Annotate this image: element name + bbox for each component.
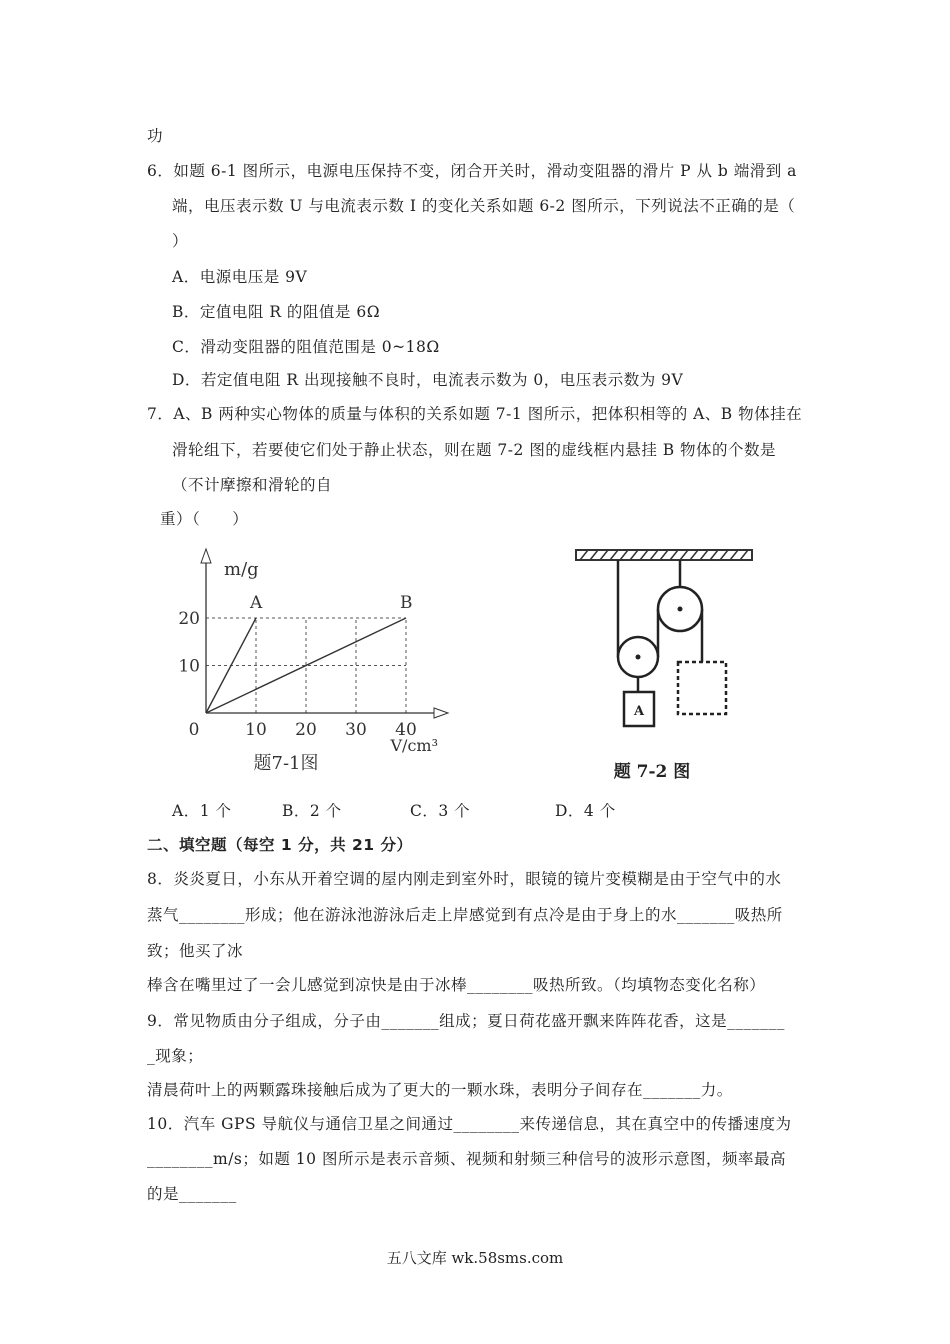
series-label-b: B [400,593,413,613]
y-axis-label: m/g [224,559,259,580]
question-10-line-3: 的是_______ [147,1185,237,1203]
question-9-line-3: 清晨荷叶上的两颗露珠接触后成为了更大的一颗水珠，表明分子间存在_______力。 [147,1081,733,1099]
question-6-option-a: A．电源电压是 9V [172,268,308,286]
y-tick-label: 10 [178,656,200,677]
question-7-option-c: C．3 个 [410,802,471,820]
series-label-a: A [250,593,263,613]
x-tick-label: 40 [395,720,417,740]
y-tick-label: 20 [178,609,200,629]
x-tick-label: 20 [295,720,317,740]
section-2-heading: 二、填空题（每空 1 分，共 21 分） [147,836,413,854]
question-10-line-2: ________m/s；如题 10 图所示是表示音频、视频和射频三种信号的波形示意图，频率最高 [147,1150,786,1168]
question-7-line-1: 7．A、B 两种实心物体的质量与体积的关系如题 7-1 图所示，把体积相等的 A、B 物体挂在 [147,405,803,423]
question-8-line-2: 蒸气________形成；他在游泳池游泳后走上岸感觉到有点冷是由于身上的水_______吸热所 [147,906,783,924]
question-6-option-b: B．定值电阻 R 的阻值是 6Ω [172,303,381,321]
question-7-line-4: 重）（ ） [160,510,249,528]
x-tick-label: 30 [345,720,367,740]
question-7-option-d: D．4 个 [555,802,616,820]
question-7-option-b: B．2 个 [282,802,342,820]
figure-7-1-caption: 题7-1图 [253,753,319,774]
x-axis-arrow [434,708,448,718]
question-6-line-1: 6．如题 6-1 图所示，电源电压保持不变，闭合开关时，滑动变阻器的滑片 P 从 b 端滑到 a [147,162,797,180]
x-axis-label: V/cm³ [390,736,438,755]
figure-7-1-chart [170,545,460,785]
question-9-line-1: 9．常见物质由分子组成，分子由_______组成；夏日荷花盛开飘来阵阵花香，这是_______ [147,1012,785,1030]
question-6-option-c: C．滑动变阻器的阻值范围是 0~18Ω [172,338,440,356]
question-6-line-3: ） [172,232,189,250]
question-10-line-1: 10．汽车 GPS 导航仪与通信卫星之间通过________来传递信息，其在真空中的传播速度为 [147,1115,792,1133]
figure-7-2-caption: 题 7-2 图 [613,762,691,782]
x-tick-label: 0 [188,720,200,740]
question-6-line-2: 端，电压表示数 U 与电流表示数 I 的变化关系如题 6-2 图所示，下列说法不正确的是（ [172,197,796,215]
y-axis-arrow [201,549,211,563]
question-7-line-2: 滑轮组下，若要使它们处于静止状态，则在题 7-2 图的虚线框内悬挂 B 物体的个数是 [172,441,777,459]
question-7-option-a: A．1 个 [172,802,232,820]
line-continuation: 功 [147,127,164,145]
object-a-label: A [633,704,645,719]
question-9-line-2: _现象； [147,1047,204,1065]
question-8-line-1: 8．炎炎夏日，小东从开着空调的屋内刚走到室外时，眼镜的镜片变模糊是由于空气中的水 [147,870,782,888]
question-8-line-3: 致；他买了冰 [147,942,244,960]
x-tick-label: 10 [245,720,267,740]
question-6-option-d: D．若定值电阻 R 出现接触不良时，电流表示数为 0，电压表示数为 9V [172,371,684,389]
dashed-box [678,662,726,714]
figure-7-2-pulley [560,540,770,790]
page-footer: 五八文库 wk.58sms.com [386,1249,564,1267]
question-8-line-4: 棒含在嘴里过了一会儿感觉到凉快是由于冰棒________吸热所致。（均填物态变化名称） [147,976,766,994]
question-7-line-3: （不计摩擦和滑轮的自 [172,476,333,494]
